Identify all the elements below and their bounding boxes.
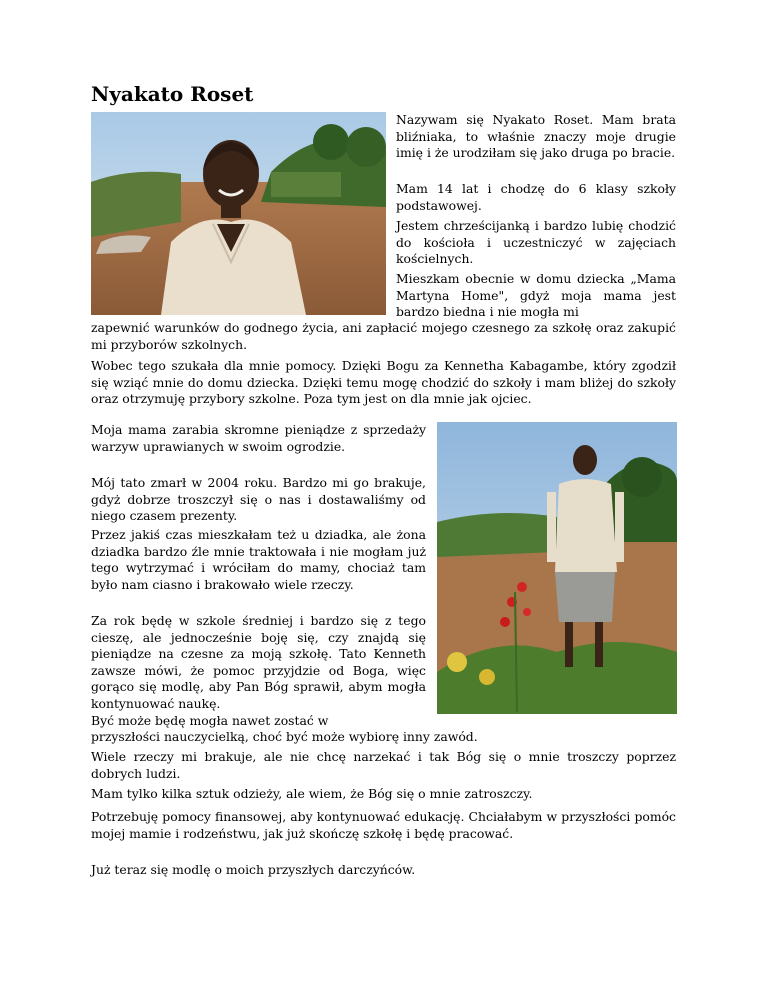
paragraph-help: Wobec tego szukała dla mnie pomocy. Dzięki Bogu za Kennetha Kabagambe, który zgodził się wziąć mnie do domu dziecka. Dzięki temu mogę chodzić do szkoły i mam bliżej do szkoły oraz otrzymuję przybory szkolne. Poza tym jest on dla mnie jak ojciec. xyxy=(91,358,676,406)
paragraph-mother: Moja mama zarabia skromne pieniądze z sprzedaży warzyw uprawianych w swoim ogrodzie. xyxy=(91,422,426,454)
garden-photo xyxy=(437,422,677,714)
paragraph-clothing: Mam tylko kilka sztuk odzieży, ale wiem, że Bóg się o mnie zatroszczy. xyxy=(91,786,533,801)
paragraph-future-start: Być może będę mogła nawet zostać w xyxy=(91,713,329,728)
paragraph-home-start: Mieszkam obecnie w domu dziecka „Mama Martyna Home", gdyż moja mama jest bardzo biedna i nie mogła mi xyxy=(396,271,676,319)
paragraph-faith: Jestem chrześcijanką i bardzo lubię chodzić do kościoła i uczestniczyć w zajęciach kościelnych. xyxy=(396,218,676,266)
page-title: Nyakato Roset xyxy=(91,82,254,106)
paragraph-intro: Nazywam się Nyakato Roset. Mam brata bliźniaka, to właśnie znaczy moje drugie imię i że urodziłam się jako druga po bracie. xyxy=(396,112,676,160)
paragraph-school: Za rok będę w szkole średniej i bardzo się z tego cieszę, ale jednocześnie boję się, czy znajdą się pieniądze na czesne za moją szkołę. Tato Kenneth zawsze mówi, że pomoc przyjdzie od Boga, więc gorąco się modlę, aby Pan Bóg sprawił, abym mogła kontynuować naukę. xyxy=(91,613,426,711)
paragraph-home-end: zapewnić warunków do godnego życia, ani zapłacić mojego czesnego za szkołę oraz zakupić mi przyborów szkolnych. xyxy=(91,320,676,352)
paragraph-needs: Wiele rzeczy mi brakuje, ale nie chcę narzekać i tak Bóg się o mnie troszczy poprzez dobrych ludzi. xyxy=(91,749,676,781)
paragraph-father: Mój tato zmarł w 2004 roku. Bardzo mi go brakuje, gdyż dobrze troszczył się o nas i dostawaliśmy od niego czasem prezenty. xyxy=(91,475,426,523)
paragraph-grandfather: Przez jakiś czas mieszkałam też u dziadka, ale żona dziadka bardzo źle mnie traktowała i nie mogłam już tego wytrzymać i wróciłam do mamy, chociaż tam było nam ciasno i brakowało wiele rzeczy. xyxy=(91,527,426,592)
paragraph-financial: Potrzebuję pomocy finansowej, aby kontynuować edukację. Chciałabym w przyszłości pomóc mojej mamie i rodzeństwu, jak już skończę szkołę i będę pracować. xyxy=(91,809,676,841)
paragraph-prayer: Już teraz się modlę o moich przyszłych darczyńców. xyxy=(91,862,416,877)
paragraph-future-end: przyszłości nauczycielką, choć być może wybiorę inny zawód. xyxy=(91,729,478,744)
portrait-photo xyxy=(91,112,386,315)
paragraph-age: Mam 14 lat i chodzę do 6 klasy szkoły podstawowej. xyxy=(396,181,676,213)
